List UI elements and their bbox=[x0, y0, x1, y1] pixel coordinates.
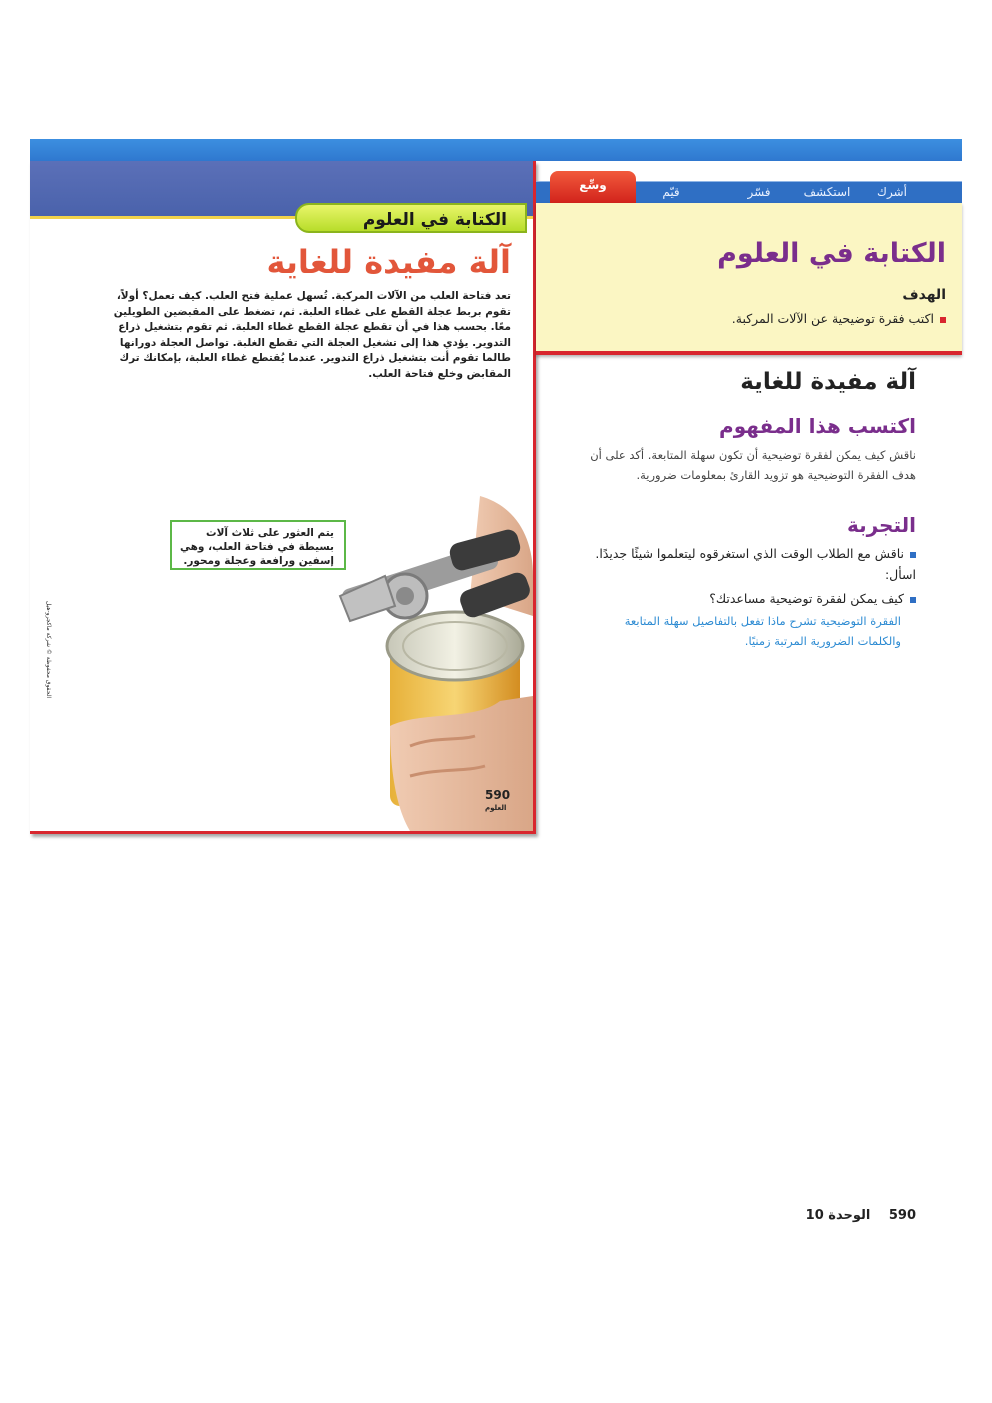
panel-title: الكتابة في العلوم bbox=[717, 238, 946, 269]
experiment-item-2-text: كيف يمكن لفقرة توضيحية مساعدتك؟ bbox=[709, 591, 904, 606]
bullet-icon bbox=[940, 317, 946, 323]
thumbnail-page-subject: العلوم bbox=[485, 804, 507, 812]
footer-unit: الوحدة 10 bbox=[805, 1208, 871, 1223]
thumbnail-section-tag: الكتابة في العلوم bbox=[295, 203, 527, 233]
footer-page-number: 590 bbox=[888, 1208, 916, 1223]
tab-explain[interactable]: فسّر bbox=[747, 185, 771, 199]
tab-evaluate[interactable]: قيّم bbox=[662, 185, 680, 199]
thumbnail-title: آلة مفيدة للغاية bbox=[266, 243, 511, 281]
bullet-icon bbox=[910, 597, 916, 603]
experiment-item-1-text: ناقش مع الطلاب الوقت الذي استغرقوه ليتعلموا شيئًا جديدًا. اسأل: bbox=[595, 546, 916, 582]
goal-item bbox=[732, 311, 946, 326]
section-title: آلة مفيدة للغاية bbox=[740, 369, 916, 395]
thumbnail-page-number: 590 bbox=[485, 788, 511, 802]
objective-panel bbox=[536, 203, 962, 355]
tab-explore[interactable]: استكشف bbox=[803, 185, 851, 199]
experiment-heading: التجربة bbox=[846, 513, 916, 537]
top-banner bbox=[30, 139, 962, 161]
goal-label: الهدف bbox=[902, 287, 946, 303]
acquire-text: ناقش كيف يمكن لفقرة توضيحية أن تكون سهلة المتابعة. أكد على أن هدف الفقرة التوضيحية هو تزويد القارئ بمعلومات ضرورية. bbox=[590, 448, 916, 482]
tab-elaborate-active[interactable]: وسِّع bbox=[550, 171, 636, 203]
acquire-heading: اكتسب هذا المفهوم bbox=[719, 414, 916, 438]
experiment-item-2 bbox=[616, 591, 916, 606]
tab-engage[interactable]: أشرك bbox=[877, 185, 907, 199]
copyright-credit: الحقوق محفوظة © شركة ماكجرو-هيل bbox=[45, 601, 52, 699]
bullet-icon bbox=[910, 552, 916, 558]
goal-text: اكتب فقرة توضيحية عن الآلات المركبة. bbox=[731, 311, 934, 326]
page-footer bbox=[806, 1208, 916, 1223]
thumbnail-paragraph: تعد فتاحة العلب من الآلات المركبة. تُسهل عملية فتح العلب. كيف تعمل؟ أولاً، تقوم بربط عجلة القطع على غطاء العلبة. ثم، تضغط على المقبضين الطويلين معًا. بحسب هذا في أن تقطع عجلة القطع غطاء العلبة. ثم تقوم بتشغيل ذراع التدوير. يؤدي هذا إلى تشغيل العجلة التي تقطع الغلبة. تواصل العجلة دورانها طالما تقوم أنت بتشغيل ذراع التدوير. عندما يُقتطع غطاء العلبة، بإمكانك ترك المقابض وخلع فتاحة العلب. bbox=[113, 290, 511, 380]
photo-caption: يتم العثور على ثلاث آلات بسيطة في فتاحة العلب، وهي إسفين ورافعة وعجلة ومحور. bbox=[170, 520, 346, 570]
experiment-item-1 bbox=[576, 543, 916, 585]
experiment-answer: الفقرة التوضيحية تشرح ماذا تفعل بالتفاصيل سهلة المتابعة والكلمات الضرورية المرتبة زمنيًا. bbox=[624, 614, 901, 648]
student-page-thumbnail bbox=[30, 161, 536, 834]
